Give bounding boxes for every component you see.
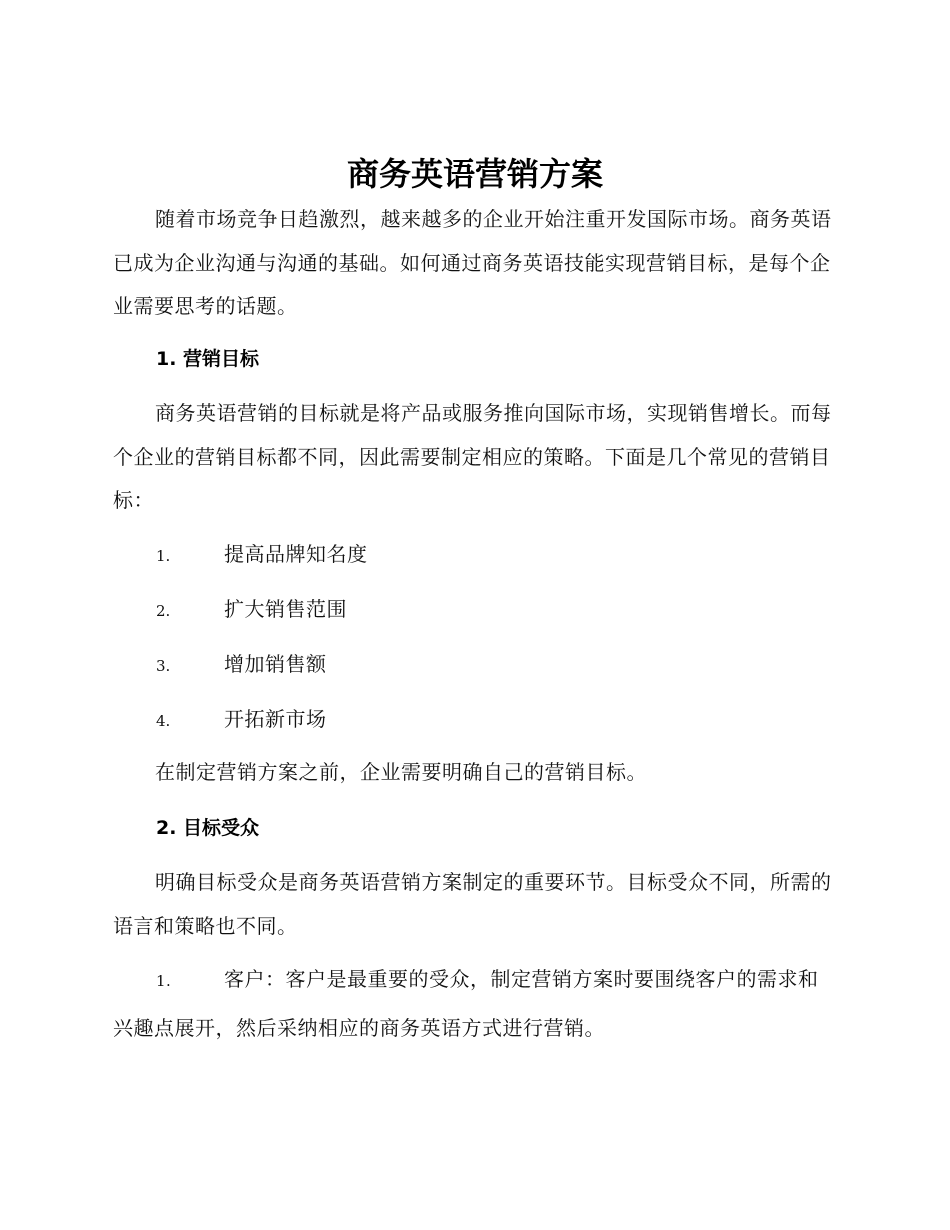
list-item [156,649,327,679]
list-item [156,704,327,734]
intro-paragraph: 随着市场竞争日趋激烈，越来越多的企业开始注重开发国际市场。商务英语已成为企业沟通与沟通的基础。如何通过商务英语技能实现营销目标，是每个企业需要思考的话题。 [113,207,832,318]
list-item-text: 提高品牌知名度 [224,542,368,566]
section-2-body: 明确目标受众是商务英语营销方案制定的重要环节。目标受众不同，所需的语言和策略也不同。 [113,870,832,938]
list-item-text: 开拓新市场 [224,707,327,731]
list-item-text: 增加销售额 [224,652,327,676]
list-item-text: 扩大销售范围 [224,597,347,621]
section-1-heading: 1. 营销目标 [156,348,260,370]
list-item-number: 1. [156,547,171,565]
section-2-list-item [113,956,837,1052]
section-1-body: 商务英语营销的目标就是将产品或服务推向国际市场，实现销售增长。而每个企业的营销目标都不同，因此需要制定相应的策略。下面是几个常见的营销目标： [113,401,832,512]
list-item [156,594,347,624]
list-item-number: 1. [156,972,172,990]
list-item [156,539,368,569]
list-item-number: 3. [156,657,171,675]
list-item-text: 客户：客户是最重要的受众，制定营销方案时要围绕客户的需求和兴趣点展开，然后采纳相应的商务英语方式进行营销。 [113,967,819,1040]
list-item-number: 4. [156,712,171,730]
list-item-number: 2. [156,602,171,620]
section-1-closing: 在制定营销方案之前，企业需要明确自己的营销目标。 [155,760,647,784]
section-2-heading: 2. 目标受众 [156,817,260,839]
document-title: 商务英语营销方案 [346,155,603,193]
